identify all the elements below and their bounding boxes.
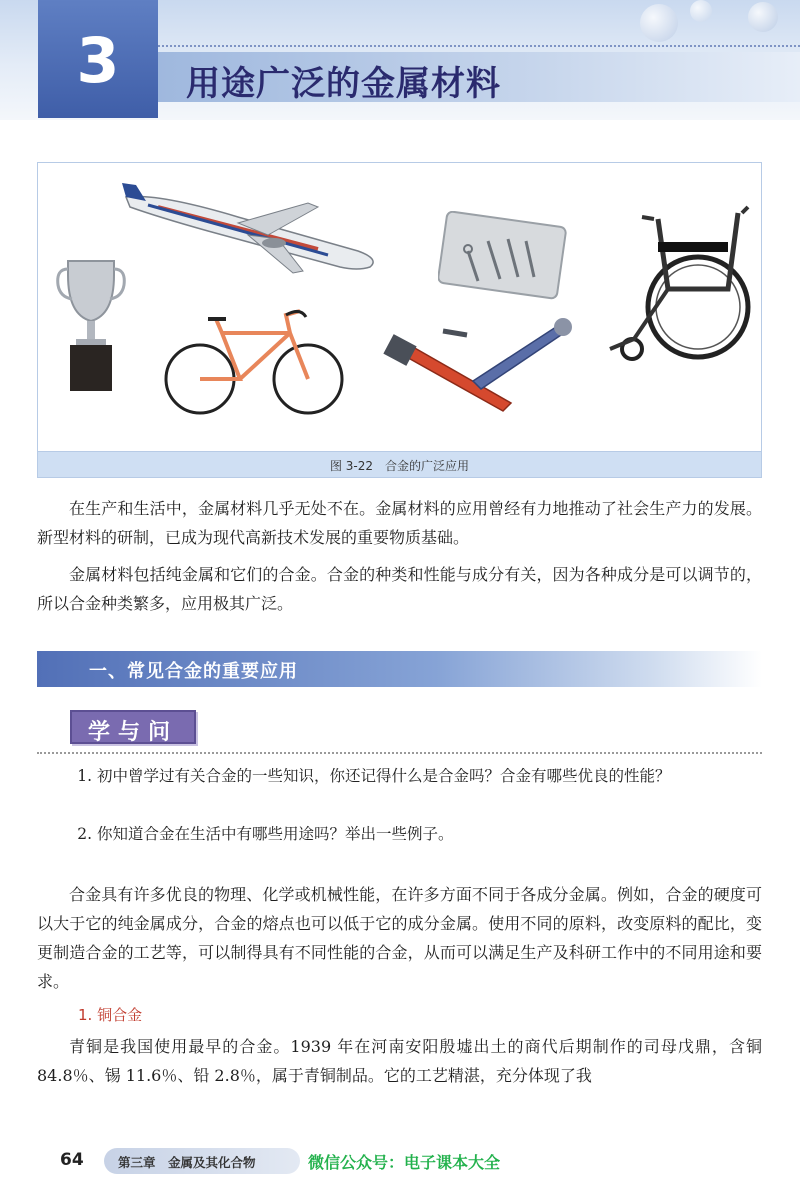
dotted-divider [37,752,762,754]
chapter-header [0,0,800,120]
wheelchair-icon [598,199,758,369]
page-title: 用途广泛的金属材料 [186,64,501,104]
header-dotted-rule [158,45,800,47]
trophy-icon [56,255,126,395]
airplane-icon [118,183,388,278]
body-paragraph-4: 青铜是我国使用最早的合金。1939 年在河南安阳殷墟出土的商代后期制作的司母戊鼎，含铜 84.8％、锡 11.6％、铅 2.8％，属于青铜制品。它的工艺精湛，充分体现了我 [37,1037,762,1085]
decorative-orb [640,4,678,42]
page-number: 64 [60,1150,84,1170]
figure-caption-bar [38,451,761,477]
question-2: 2. 你知道合金在生活中有哪些用途吗？举出一些例子。 [77,825,454,843]
xuewen-label: 学与问 [87,720,178,745]
chapter-number: 3 [76,24,120,97]
decorative-orb [748,2,778,32]
chapter-number-box [38,0,158,118]
surgical-tools-icon [438,211,568,301]
footer-chapter-label: 第三章 金属及其化合物 [118,1155,256,1170]
xuewen-label-box [70,710,196,744]
figure-panel [37,162,762,478]
wrench-icon [383,315,573,425]
decorative-orb [690,0,712,22]
section-header [37,651,762,687]
question-1: 1. 初中曾学过有关合金的一些知识，你还记得什么是合金吗？合金有哪些优良的性能？ [77,767,671,785]
body-paragraph-3: 合金具有许多优良的物理、化学或机械性能，在许多方面不同于各成分金属。例如，合金的硬度可以大于它的纯金属成分，合金的熔点也可以低于它的成分金属。使用不同的原料，改变原料的配比，变更制造合金的工艺等，可以制得具有不同性能的合金，从而可以满足生产及科研工作中的不同用途和要求。 [37,885,762,991]
watermark-text: 微信公众号：电子课本大全 [308,1153,501,1172]
section-title: 一、常见合金的重要应用 [89,661,298,682]
intro-paragraph-2: 金属材料包括纯金属和它们的合金。合金的种类和性能与成分有关，因为各种成分是可以调节的，所以合金种类繁多，应用极其广泛。 [37,565,762,613]
figure-caption: 图 3-22 合金的广泛应用 [329,459,470,473]
footer-chapter-tab [104,1148,300,1174]
subsection-heading: 1. 铜合金 [78,1006,143,1024]
intro-paragraph-1: 在生产和生活中，金属材料几乎无处不在。金属材料的应用曾经有力地推动了社会生产力的发展。新型材料的研制，已成为现代高新技术发展的重要物质基础。 [37,499,762,547]
bicycle-icon [160,303,350,421]
